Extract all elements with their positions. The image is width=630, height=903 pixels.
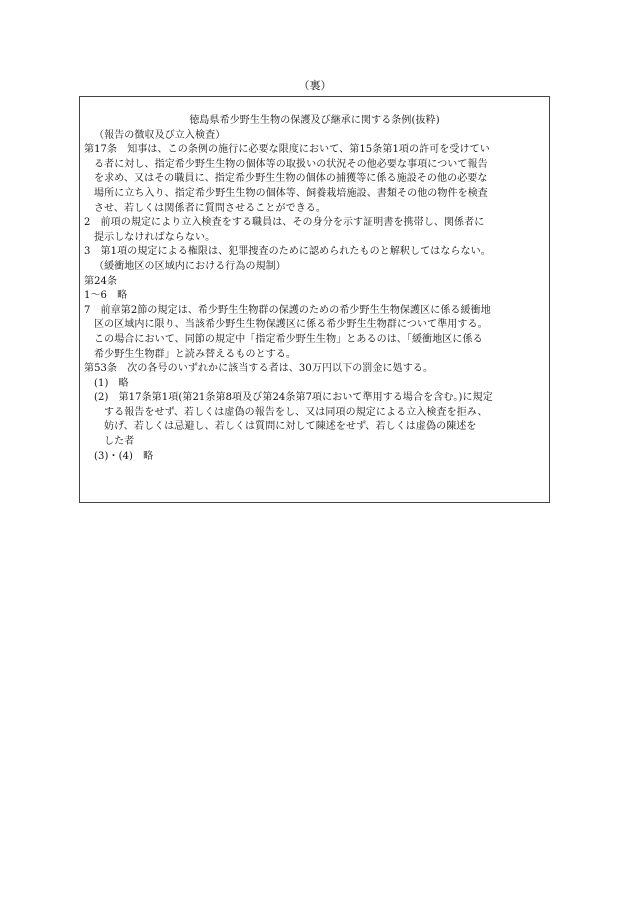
text-line: 区の区域内に限り、当該希少野生生物保護区に係る希少野生生物群について準用する。 xyxy=(94,319,488,331)
text-line: 第17条 知事は、この条例の施行に必要な限度において、第15条第1項の許可を受けてい xyxy=(84,144,490,156)
text-line: (1) 略 xyxy=(94,377,129,389)
text-line: 提示しなければならない。 xyxy=(94,231,216,243)
text-line: （報告の徴収及び立入検査） xyxy=(94,129,226,141)
text-line: する報告をせず、若しくは虚偽の報告をし、又は同項の規定による立入検査を拒み、 xyxy=(104,406,488,418)
text-line: この場合において、同節の規定中「指定希少野生生物」とあるのは、「緩衝地区に係る xyxy=(94,333,483,345)
text-line: 場所に立ち入り、指定希少野生生物の個体等、飼養栽培施設、書類その他の物件を検査 xyxy=(94,187,488,199)
text-line: した者 xyxy=(104,436,135,448)
ordinance-text xyxy=(84,114,545,464)
text-line: 2 前項の規定により立入検査をする職員は、その身分を示す証明書を携帯し、関係者に xyxy=(84,217,485,229)
text-line: させ、若しくは関係者に質問させることができる。 xyxy=(94,202,326,214)
text-line: を求め、又はその職員に、指定希少野生生物の個体の捕獲等に係る施設その他の必要な xyxy=(94,173,488,185)
text-line: る者に対し、指定希少野生生物の個体等の取扱いの状況その他必要な事項について報告 xyxy=(94,158,488,170)
text-line: 妨げ、若しくは忌避し、若しくは質問に対して陳述をせず、若しくは虚偽の陳述を xyxy=(104,421,477,433)
document-title: 徳島県希少野生生物の保護及び継承に関する条例(抜粋) xyxy=(189,115,440,126)
page-side-label: （裏） xyxy=(298,79,332,92)
text-line: 希少野生生物群」と読み替えるものとする。 xyxy=(94,348,296,360)
ordinance-excerpt-box xyxy=(79,96,550,503)
text-line: (2) 第17条第1項(第21条第8項及び第24条第7項において準用する場合を含む。)に規定 xyxy=(94,392,493,404)
text-line: 1～6 略 xyxy=(84,290,128,302)
text-line: 7 前章第2節の規定は、希少野生生物群の保護のための希少野生生物保護区に係る緩衝地 xyxy=(84,304,491,316)
ordinance-lines xyxy=(84,129,545,465)
text-line: 第24条 xyxy=(84,275,118,287)
text-line: 第53条 次の各号のいずれかに該当する者は、30万円以下の罰金に処する。 xyxy=(84,363,434,375)
text-line: （緩衝地区の区域内における行為の規制） xyxy=(94,260,286,272)
text-line: 3 第1項の規定による権限は、犯罪捜査のために認められたものと解釈してはならない。 xyxy=(84,246,491,258)
text-line: (3)・(4) 略 xyxy=(94,450,154,462)
